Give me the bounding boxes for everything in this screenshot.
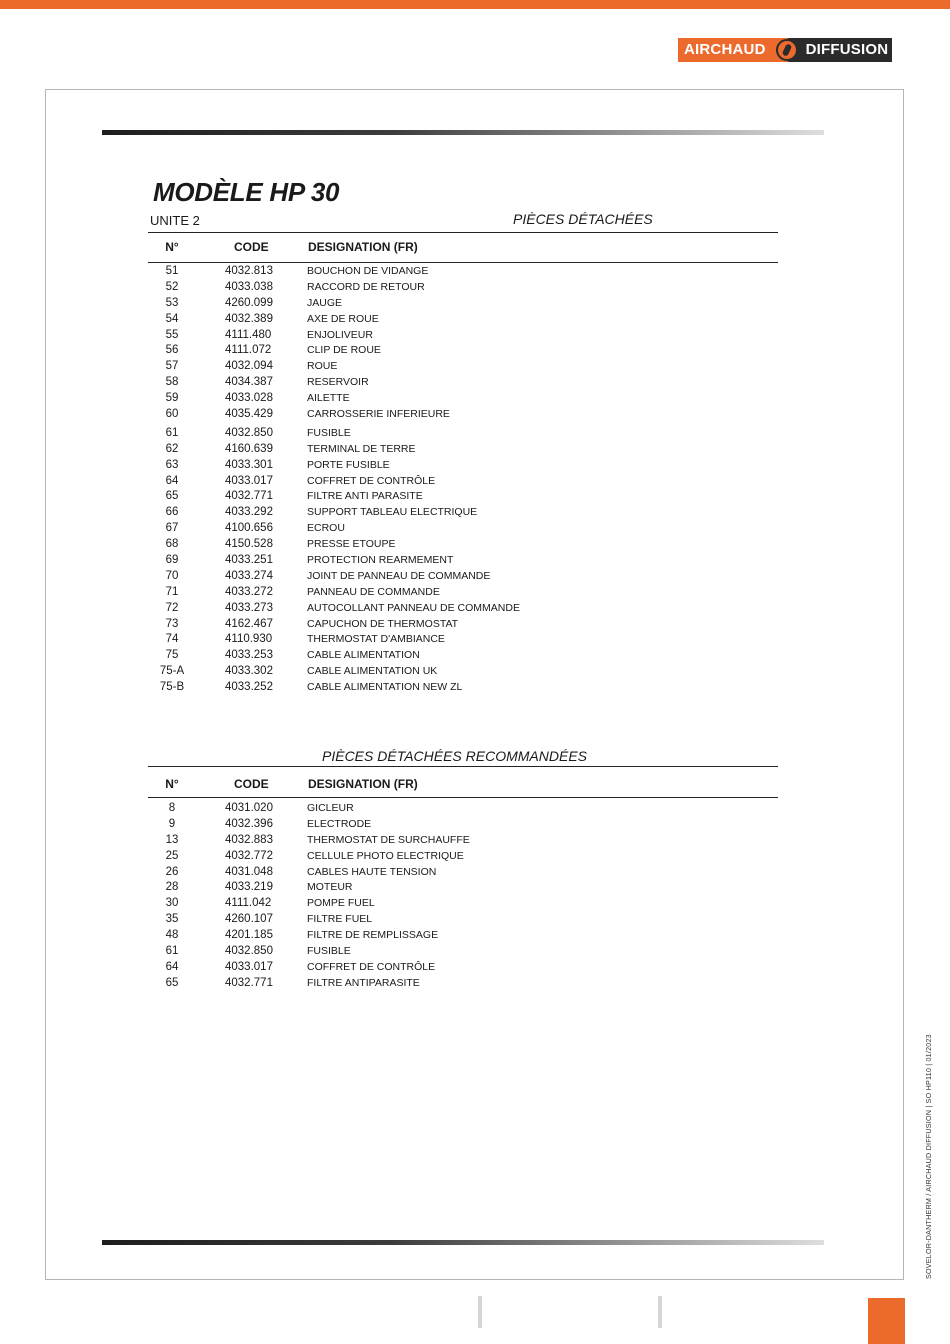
row-code: 4032.396 xyxy=(225,817,273,830)
row-number: 74 xyxy=(165,633,179,646)
row-number: 52 xyxy=(165,280,179,293)
row-designation: COFFRET DE CONTRÔLE xyxy=(307,960,436,973)
row-designation: CLIP DE ROUE xyxy=(307,344,381,357)
row-designation: CELLULE PHOTO ELECTRIQUE xyxy=(307,849,464,862)
row-designation: RESERVOIR xyxy=(307,376,369,389)
section-title-recommended: PIÈCES DÉTACHÉES RECOMMANDÉES xyxy=(322,748,588,764)
row-number: 25 xyxy=(165,849,179,862)
col-header-code: CODE xyxy=(234,240,269,254)
table-row xyxy=(148,554,778,570)
footer-divider xyxy=(478,1296,482,1328)
row-number: 75 xyxy=(165,649,179,662)
row-code: 4032.771 xyxy=(225,976,273,989)
row-code: 4033.017 xyxy=(225,474,273,487)
recommended-header-top-rule xyxy=(148,766,778,767)
row-code: 4033.252 xyxy=(225,681,273,694)
row-code: 4160.639 xyxy=(225,442,273,455)
table-row xyxy=(148,297,778,313)
row-designation: FUSIBLE xyxy=(307,426,351,439)
table-row xyxy=(148,929,778,945)
row-number: 59 xyxy=(165,392,179,405)
logo-diffusion: DIFFUSION xyxy=(788,38,893,62)
row-number: 54 xyxy=(165,312,179,325)
row-number: 71 xyxy=(165,585,179,598)
table-row xyxy=(148,376,778,392)
row-code: 4033.251 xyxy=(225,554,273,567)
row-number: 56 xyxy=(165,344,179,357)
row-designation: THERMOSTAT D'AMBIANCE xyxy=(307,633,445,646)
table-row xyxy=(148,344,778,360)
row-code: 4033.028 xyxy=(225,392,273,405)
row-number: 51 xyxy=(165,265,179,277)
col-header-no: N° xyxy=(165,240,179,254)
row-code: 4033.273 xyxy=(225,601,273,614)
row-number: 26 xyxy=(165,865,179,878)
row-number: 72 xyxy=(165,601,179,614)
row-number: 64 xyxy=(165,960,179,973)
row-number: 63 xyxy=(165,458,179,471)
row-designation: AXE DE ROUE xyxy=(307,312,379,325)
table-row xyxy=(148,427,778,443)
table-row xyxy=(148,522,778,538)
row-code: 4032.389 xyxy=(225,312,273,325)
bottom-gradient-bar xyxy=(102,1240,824,1245)
row-code: 4110.930 xyxy=(225,633,273,646)
recommended-parts-table xyxy=(148,802,778,993)
row-code: 4032.813 xyxy=(225,265,273,277)
row-code: 4034.387 xyxy=(225,376,273,389)
row-code: 4260.107 xyxy=(225,913,273,926)
table-row xyxy=(148,281,778,297)
row-number: 58 xyxy=(165,376,179,389)
table-row xyxy=(148,945,778,961)
row-code: 4032.771 xyxy=(225,490,273,503)
row-designation: POMPE FUEL xyxy=(307,897,375,910)
table-row xyxy=(148,681,778,697)
row-number: 75-B xyxy=(159,681,185,694)
table-row xyxy=(148,313,778,329)
row-number: 28 xyxy=(165,881,179,894)
row-number: 65 xyxy=(165,976,179,989)
table-row xyxy=(148,818,778,834)
flame-icon xyxy=(776,39,798,61)
row-number: 67 xyxy=(165,522,179,535)
row-designation: PANNEAU DE COMMANDE xyxy=(307,585,440,598)
rec-col-header-code: CODE xyxy=(234,777,269,791)
row-designation: CABLE ALIMENTATION xyxy=(307,649,420,662)
table-row xyxy=(148,265,778,281)
row-designation: PORTE FUSIBLE xyxy=(307,458,390,471)
rec-col-header-no: N° xyxy=(165,777,179,791)
table-row xyxy=(148,586,778,602)
row-number: 57 xyxy=(165,360,179,373)
row-designation: AILETTE xyxy=(307,392,350,405)
row-designation: CABLE ALIMENTATION NEW ZL xyxy=(307,681,463,694)
table-row xyxy=(148,475,778,491)
row-designation: FILTRE FUEL xyxy=(307,913,373,926)
row-designation: ENJOLIVEUR xyxy=(307,328,373,341)
row-code: 4032.850 xyxy=(225,945,273,958)
col-header-designation: DESIGNATION (FR) xyxy=(308,240,418,254)
row-designation: BOUCHON DE VIDANGE xyxy=(307,265,429,277)
row-code: 4201.185 xyxy=(225,929,273,942)
row-designation: AUTOCOLLANT PANNEAU DE COMMANDE xyxy=(307,601,520,614)
side-footer-text: SOVELOR-DANTHERM / AIRCHAUD DIFFUSION | SO HP110 | 01/2023 xyxy=(924,1034,933,1279)
row-number: 68 xyxy=(165,538,179,551)
row-code: 4033.272 xyxy=(225,585,273,598)
row-designation: SUPPORT TABLEAU ELECTRIQUE xyxy=(307,506,478,519)
table-row xyxy=(148,866,778,882)
table-row xyxy=(148,633,778,649)
row-code: 4032.772 xyxy=(225,849,273,862)
table-row xyxy=(148,618,778,634)
row-code: 4033.038 xyxy=(225,280,273,293)
row-designation: THERMOSTAT DE SURCHAUFFE xyxy=(307,833,470,846)
row-designation: RACCORD DE RETOUR xyxy=(307,280,425,293)
row-code: 4260.099 xyxy=(225,296,273,309)
row-designation: FILTRE ANTIPARASITE xyxy=(307,976,420,989)
table-row xyxy=(148,977,778,993)
table-row xyxy=(148,961,778,977)
page-corner-tab xyxy=(868,1298,905,1344)
table-row xyxy=(148,802,778,818)
row-designation: JAUGE xyxy=(307,296,343,309)
table-row xyxy=(148,665,778,681)
row-number: 60 xyxy=(165,408,179,421)
row-designation: MOTEUR xyxy=(307,881,353,894)
logo-airchaud xyxy=(678,38,788,62)
row-number: 61 xyxy=(165,426,179,439)
table-row xyxy=(148,459,778,475)
row-designation: CABLES HAUTE TENSION xyxy=(307,865,437,878)
parts-table xyxy=(148,265,778,697)
row-designation: JOINT DE PANNEAU DE COMMANDE xyxy=(307,569,491,582)
row-number: 62 xyxy=(165,442,179,455)
row-number: 35 xyxy=(165,913,179,926)
footer-divider xyxy=(658,1296,662,1328)
row-number: 73 xyxy=(165,617,179,630)
table-row xyxy=(148,850,778,866)
row-number: 69 xyxy=(165,554,179,567)
row-designation: CABLE ALIMENTATION UK xyxy=(307,665,438,678)
top-accent-bar xyxy=(0,0,950,9)
table-row xyxy=(148,881,778,897)
row-designation: ELECTRODE xyxy=(307,817,372,830)
row-code: 4033.292 xyxy=(225,506,273,519)
table-row xyxy=(148,913,778,929)
table-row xyxy=(148,490,778,506)
row-code: 4032.094 xyxy=(225,360,273,373)
row-designation: FUSIBLE xyxy=(307,945,351,958)
row-number: 64 xyxy=(165,474,179,487)
row-designation: GICLEUR xyxy=(307,802,354,814)
row-code: 4031.048 xyxy=(225,865,273,878)
table-row xyxy=(148,360,778,376)
row-code: 4111.042 xyxy=(225,897,272,910)
table-row xyxy=(148,602,778,618)
row-number: 53 xyxy=(165,296,179,309)
page-title: MODÈLE HP 30 xyxy=(153,177,340,207)
row-code: 4033.301 xyxy=(225,458,273,471)
brand-logo xyxy=(678,38,892,62)
row-designation: FILTRE ANTI PARASITE xyxy=(307,490,423,503)
table-row xyxy=(148,897,778,913)
row-designation: CAPUCHON DE THERMOSTAT xyxy=(307,617,459,630)
row-number: 8 xyxy=(168,802,176,814)
row-code: 4162.467 xyxy=(225,617,273,630)
row-number: 70 xyxy=(165,569,179,582)
row-code: 4033.017 xyxy=(225,960,273,973)
table-row xyxy=(148,443,778,459)
row-code: 4031.020 xyxy=(225,802,273,814)
row-code: 4032.883 xyxy=(225,833,273,846)
row-designation: TERMINAL DE TERRE xyxy=(307,442,416,455)
row-designation: PRESSE ETOUPE xyxy=(307,538,396,551)
row-designation: FILTRE DE REMPLISSAGE xyxy=(307,929,439,942)
logo-left-text: AIRCHAUD xyxy=(684,41,766,58)
recommended-header-bottom-rule xyxy=(148,797,778,798)
rec-col-header-designation: DESIGNATION (FR) xyxy=(308,777,418,791)
row-number: 30 xyxy=(165,897,179,910)
unit-label: UNITE 2 xyxy=(150,213,200,228)
row-number: 13 xyxy=(165,833,179,846)
row-code: 4032.850 xyxy=(225,426,273,439)
row-number: 75-A xyxy=(159,665,185,678)
row-code: 4033.302 xyxy=(225,665,273,678)
table-row xyxy=(148,570,778,586)
row-code: 4111.072 xyxy=(225,344,272,357)
row-number: 65 xyxy=(165,490,179,503)
table-row xyxy=(148,506,778,522)
table-row xyxy=(148,834,778,850)
table-row xyxy=(148,329,778,345)
row-number: 9 xyxy=(168,817,176,830)
row-code: 4111.480 xyxy=(225,328,272,341)
row-number: 61 xyxy=(165,945,179,958)
table-row xyxy=(148,649,778,665)
row-designation: PROTECTION REARMEMENT xyxy=(307,554,454,567)
row-code: 4100.656 xyxy=(225,522,273,535)
row-code: 4033.219 xyxy=(225,881,273,894)
section-title-parts: PIÈCES DÉTACHÉES xyxy=(513,211,653,227)
row-code: 4150.528 xyxy=(225,538,273,551)
row-designation: CARROSSERIE INFERIEURE xyxy=(307,408,450,421)
row-designation: COFFRET DE CONTRÔLE xyxy=(307,474,436,487)
row-designation: ROUE xyxy=(307,360,338,373)
table-header-bottom-rule xyxy=(148,262,778,263)
table-row xyxy=(148,538,778,554)
top-gradient-bar xyxy=(102,130,824,135)
row-number: 55 xyxy=(165,328,179,341)
row-number: 48 xyxy=(165,929,179,942)
row-code: 4035.429 xyxy=(225,408,273,421)
row-code: 4033.274 xyxy=(225,569,273,582)
row-number: 66 xyxy=(165,506,179,519)
table-row xyxy=(148,408,778,424)
table-row xyxy=(148,392,778,408)
table-header-top-rule xyxy=(148,232,778,233)
row-code: 4033.253 xyxy=(225,649,273,662)
row-designation: ECROU xyxy=(307,522,345,535)
